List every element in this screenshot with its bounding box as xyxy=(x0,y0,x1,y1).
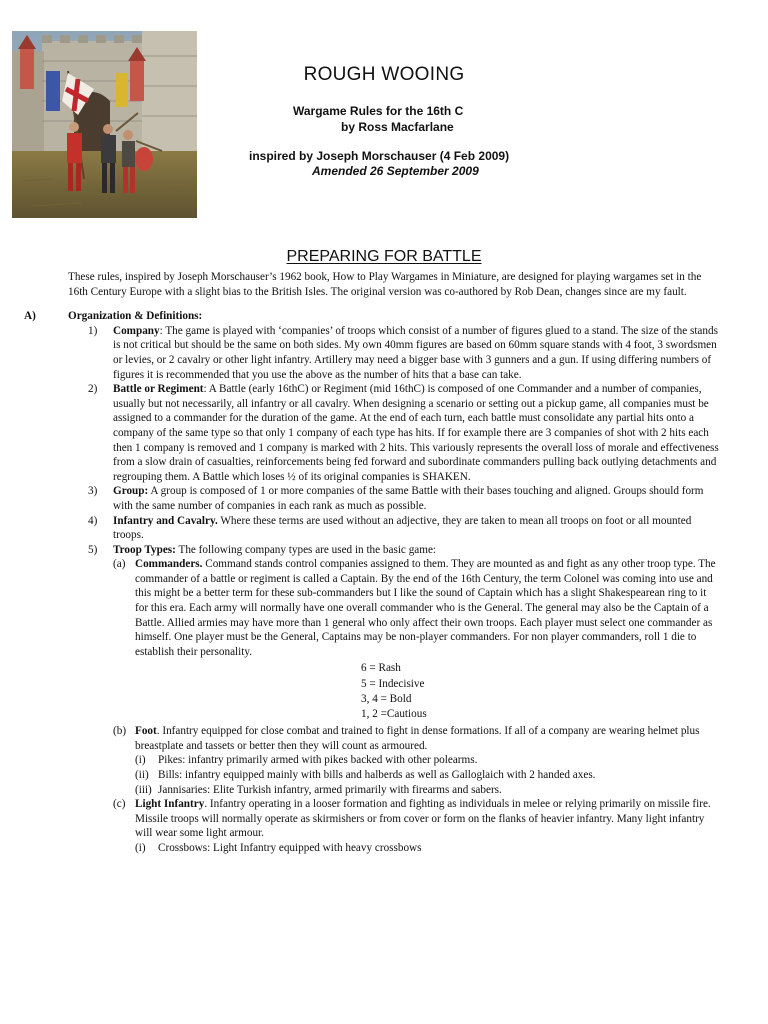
light-infantry-subtype xyxy=(135,841,768,856)
troop-type-foot xyxy=(113,724,768,753)
subitem-number: (c) xyxy=(113,798,126,811)
subitem-body: Command stands control companies assigned to them. They are mounted as and fight as any other troop type. The commander of a battle or regiment is called a Captain. By the end of the 16th Century, the term Colonel was coming into use and this might be a better term for these sub-commanders but I like the sound of Captain which has a slight Shakespearean ring to it for this era. Each army will normally have one overall commander who is the General. The general may also be the Captain of a Battle. Allied armies may have more than 1 general who only affect their own troops. Each player must select one commander as himself. One player must be the General, Captains may be non-player commanders. For non player commanders, roll 1 die to establish their personality. xyxy=(135,558,716,658)
personality-row: 5 = Indecisive xyxy=(361,677,425,690)
list-item xyxy=(88,382,768,484)
item-term: Group: xyxy=(113,485,149,498)
troop-type-light-infantry xyxy=(113,797,768,841)
document-title: ROUGH WOOING xyxy=(303,64,465,85)
subtype-number: (iii) xyxy=(135,783,152,796)
personality-row: 1, 2 =Cautious xyxy=(361,708,427,720)
subitem-term: Foot xyxy=(135,725,157,738)
item-number: 3) xyxy=(88,485,98,498)
intro-paragraph: These rules, inspired by Joseph Morschauser’s 1962 book, How to Play Wargames in Miniature, are designed for playing wargames set in the 16th Century Europe with a slight bias to the British Isles. The original version was co-authored by Rob Dean, changes since are my fault. xyxy=(68,271,702,298)
item-number: 4) xyxy=(88,514,98,527)
subitem-body: . Infantry equipped for close combat and trained to fight in dense formations. If all of a company are wearing helmet plus breastplate and tassets or better then they will count as armoured. xyxy=(135,725,700,752)
item-text xyxy=(113,514,720,543)
subitem-text xyxy=(135,557,720,659)
subtype-number: (i) xyxy=(135,754,146,767)
subitem-text xyxy=(135,724,720,753)
item-text xyxy=(113,484,720,513)
list-item xyxy=(88,484,768,513)
troop-type-commanders xyxy=(113,557,768,659)
subitem-number: (b) xyxy=(113,725,127,738)
item-body: A group is composed of 1 or more companies of the same Battle with their bases touching and aligned. Groups should form with the same number of companies in each rank as much as possible. xyxy=(113,485,704,512)
item-number: 5) xyxy=(88,543,98,556)
cover-photo xyxy=(12,31,197,218)
part-a-label: A) xyxy=(24,310,36,323)
foot-subtype xyxy=(135,783,768,798)
subtype-number: (i) xyxy=(135,841,146,854)
item-body: The following company types are used in the basic game: xyxy=(175,543,437,556)
subitem-body: . Infantry operating in a looser formation and fighting as individuals in melee or relying primarily on missile fire. Missile troops will normally operate as skirmishers or from cover or form on the flanks of heavier infantry. Many light infantry will wear some light armour. xyxy=(135,798,711,840)
item-term: Company xyxy=(113,324,160,337)
subtype-text: Jannisaries: Elite Turkish infantry, armed primarily with firearms and sabers. xyxy=(158,783,502,796)
list-item xyxy=(88,543,768,558)
item-body: : The game is played with ‘companies’ of troops which consist of a number of figures glued to a stand. The size of the stands is not critical but should be the same on both sides. My own 40mm figures are based on 60mm square stands with 4 foot, 3 swordsmen or levies, or 2 cavalry or other light infantry. Artillery may need a bigger base with 3 gunners and a gun. If using differing numbers of figures it is recommended that you use the above as the number of hits that a base can take. xyxy=(113,324,718,381)
subtype-text: Crossbows: Light Infantry equipped with heavy crossbows xyxy=(158,841,422,854)
amendment-date: Amended 26 September 2009 xyxy=(312,164,479,178)
inspiration-note: inspired by Joseph Morschauser (4 Feb 2009) xyxy=(249,149,510,163)
item-text xyxy=(113,324,720,382)
list-item xyxy=(88,514,768,543)
list-item xyxy=(88,324,768,382)
item-text xyxy=(113,382,720,484)
subitem-text xyxy=(135,797,720,841)
foot-subtype xyxy=(135,753,768,768)
item-text xyxy=(113,543,720,558)
item-term: Infantry and Cavalry. xyxy=(113,514,218,527)
document-body xyxy=(0,270,768,856)
foot-subtype xyxy=(135,768,768,783)
subtitle: Wargame Rules for the 16th C xyxy=(293,104,464,118)
subtype-text: Bills: infantry equipped mainly with bills and halberds as well as Galloglaich with 2 handed axes. xyxy=(158,768,596,781)
part-a-title: Organization & Definitions: xyxy=(68,310,203,323)
author: by Ross Macfarlane xyxy=(341,120,454,134)
item-term: Troop Types: xyxy=(113,543,176,556)
subitem-term: Light Infantry xyxy=(135,798,205,811)
item-term: Battle or Regiment xyxy=(113,383,204,396)
subtype-text: Pikes: infantry primarily armed with pikes backed with other polearms. xyxy=(158,754,478,767)
subitem-number: (a) xyxy=(113,558,126,571)
item-body: Where these terms are used without an adjective, they are taken to mean all troops on foot or all mounted troops. xyxy=(113,514,692,542)
item-number: 1) xyxy=(88,324,98,337)
subtype-number: (ii) xyxy=(135,768,149,781)
section-heading: PREPARING FOR BATTLE xyxy=(286,248,482,265)
item-body: : A Battle (early 16thC) or Regiment (mid 16thC) is composed of one Commander and a number of companies, usually but not necessarily, all infantry or all cavalry. When designing a scenario or setting out a pickup game, all companies must be assigned to a commander for the duration of the game. At the end of each turn, each battle must consolidate any partial hits onto a company of the same type so that only 1 company of each type has hits. If for example there are 3 companies of shot with 2 hits each then 1 company is removed and 1 company is marked with 2 hits. This variously represents the overall loss of morale and effectiveness from a slow drain of casualties, reinforcements being fed forward and subordinate commanders pulling back outlying detachments and regrouping them. A Battle which loses ½ of its original companies is SHAKEN. xyxy=(113,383,719,483)
personality-row: 3, 4 = Bold xyxy=(361,692,412,705)
personality-table xyxy=(361,661,768,722)
personality-row: 6 = Rash xyxy=(361,662,401,675)
subitem-term: Commanders. xyxy=(135,558,203,571)
item-number: 2) xyxy=(88,383,98,396)
part-a-heading xyxy=(24,309,768,324)
